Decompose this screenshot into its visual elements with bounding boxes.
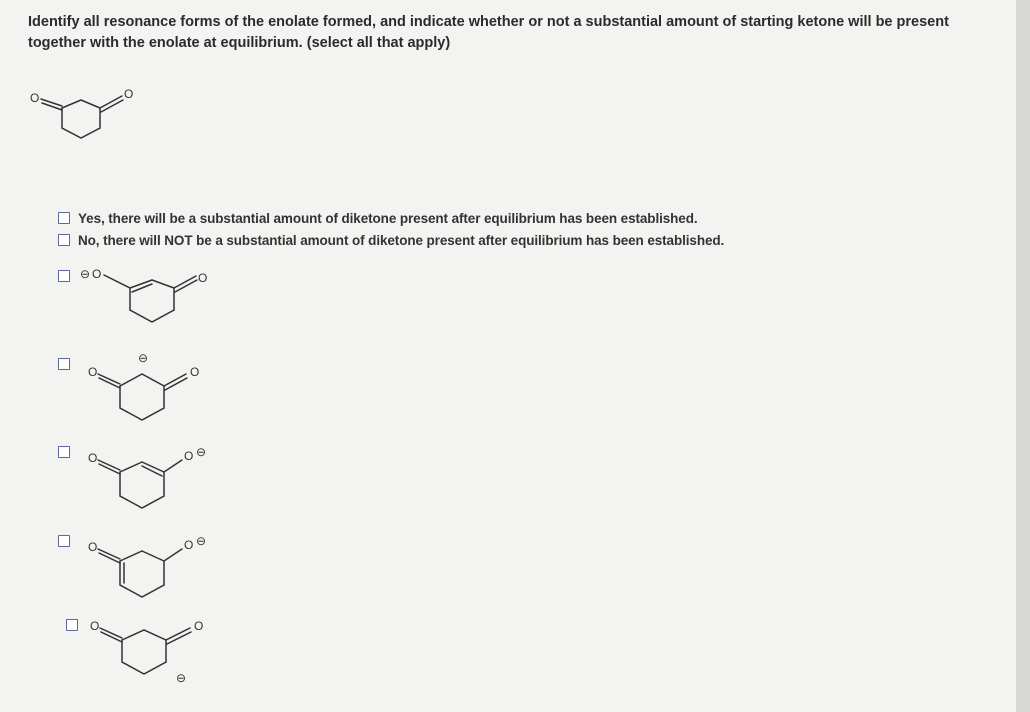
atom-o-right: O xyxy=(124,87,134,101)
atom-o: O xyxy=(88,540,98,554)
structure-option-5[interactable] xyxy=(88,606,238,696)
checkbox-structure-5[interactable] xyxy=(66,619,78,631)
charge-symbol: ⊖ xyxy=(196,445,207,459)
checkbox-structure-3[interactable] xyxy=(58,446,70,458)
checkbox-yes[interactable] xyxy=(58,212,70,224)
atom-o: O xyxy=(88,365,98,379)
structure-option-2[interactable] xyxy=(80,346,220,436)
atom-o-left: O xyxy=(30,91,40,105)
atom-o: O xyxy=(184,538,194,552)
atom-o: O xyxy=(198,271,208,285)
option-yes-label: Yes, there will be a substantial amount of diketone present after equilibrium has been established. xyxy=(78,210,698,226)
atom-o: O xyxy=(184,449,194,463)
page-border xyxy=(1016,0,1030,712)
atom-o: O xyxy=(90,619,100,633)
atom-o: O xyxy=(194,619,204,633)
option-yes[interactable] xyxy=(58,207,724,229)
diketone-structure xyxy=(28,82,138,152)
structure-option-3[interactable] xyxy=(80,438,230,528)
option-no-label: No, there will NOT be a substantial amount of diketone present after equilibrium has been established. xyxy=(78,232,725,248)
charge-symbol: ⊖ xyxy=(196,534,207,548)
atom-o: O xyxy=(88,451,98,465)
checkbox-no[interactable] xyxy=(58,234,70,246)
atom-o: O xyxy=(92,267,102,281)
checkbox-structure-1[interactable] xyxy=(58,270,70,282)
charge-symbol: ⊖ xyxy=(176,671,187,685)
charge-symbol: ⊖ xyxy=(138,351,149,365)
atom-o: O xyxy=(190,365,200,379)
structure-option-4[interactable] xyxy=(80,527,230,617)
option-no[interactable] xyxy=(58,229,724,251)
checkbox-structure-2[interactable] xyxy=(58,358,70,370)
checkbox-structure-4[interactable] xyxy=(58,535,70,547)
charge-symbol: ⊖ xyxy=(80,267,91,281)
structure-option-1[interactable] xyxy=(80,262,220,342)
answer-options xyxy=(58,207,724,251)
question-text: Identify all resonance forms of the enolate formed, and indicate whether or not a substantial amount of starting ketone will be present together with the enolate at equilibrium. (select all that apply) xyxy=(28,14,949,51)
